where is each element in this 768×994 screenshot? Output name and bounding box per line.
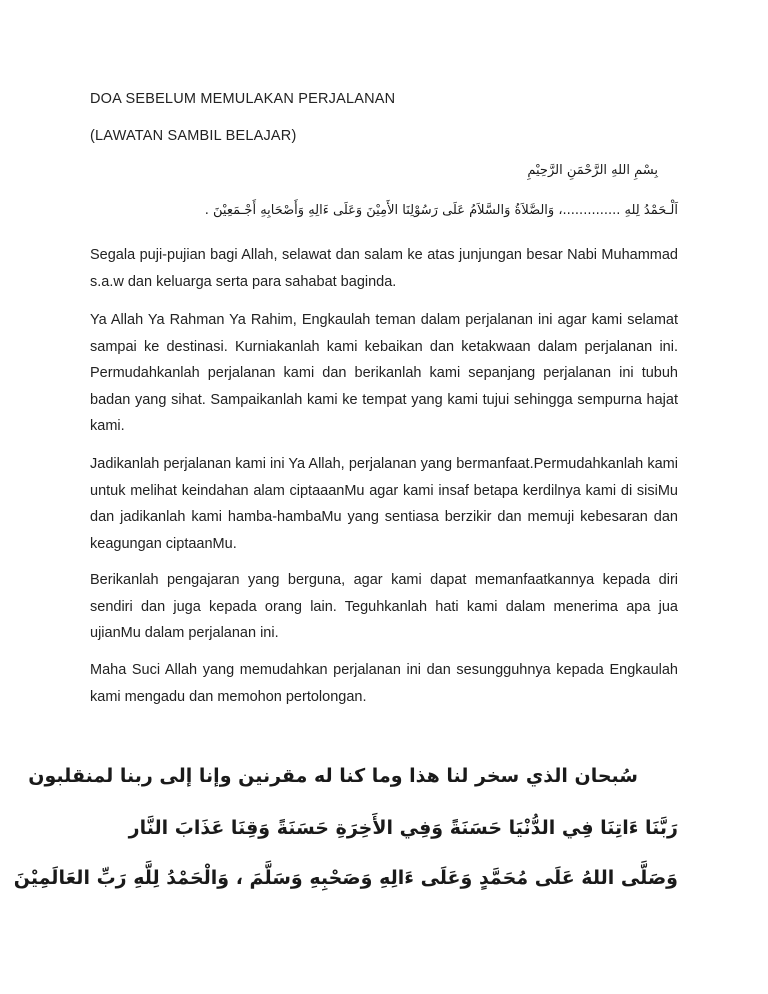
basmala-text: بِسْمِ اللهِ الرَّحْمَنِ الرَّحِيْمِ	[527, 163, 658, 178]
hamdalah-text: اَلْـحَمْدُ لِلهِ ..............، وَالصَّلاَةُ وَالسَّلاَمُ عَلَى رَسُوْلِنَا الأَمِيْنَ وَعَلَى ءَالِهِ وَأَصْحَابِهِ أَجْـمَعِيْنَ .	[204, 203, 678, 218]
document-title: DOA SEBELUM MEMULAKAN PERJALANAN	[90, 91, 396, 107]
paragraph-lessons: Berikanlah pengajaran yang berguna, agar kami dapat memanfaatkannya kepada diri sendiri dan juga kepada orang lain. Teguhkanlah hati kami dalam menerima apa jua ujianMu dalam perjalanan ini.	[90, 572, 678, 641]
document-subtitle: (LAWATAN SAMBIL BELAJAR)	[90, 128, 297, 144]
paragraph-praise: Segala puji-pujian bagi Allah, selawat dan salam ke atas junjungan besar Nabi Muhammad s.a.w dan keluarga serta para sahabat baginda.	[90, 247, 678, 290]
paragraph-beneficial-journey: Jadikanlah perjalanan kami ini Ya Allah, perjalanan yang bermanfaat.Permudahkanlah kami untuk melihat keindahan alam ciptaaanMu agar kami insaf betapa kerdilnya kami di sisiMu dan jadikanlah kami hamba-hambaMu yang sentiasa berzikir dan memuji kebesaran dan keagungan ciptaanMu.	[90, 456, 678, 552]
doa-line-rabbana: رَبَّنَا ءَاتِنَا فِي الدُّنْيَا حَسَنَةً وَفِي الأَخِرَةِ حَسَنَةً وَقِنَا عَذَابَ النَّار	[128, 817, 678, 839]
paragraph-closing: Maha Suci Allah yang memudahkan perjalanan ini dan sesungguhnya kepada Engkaulah kami mengadu dan memohon pertolongan.	[90, 662, 678, 705]
doa-line-travel: سُبحان الذي سخر لنا هذا وما كنا له مقرنين وإنا إلى ربنا لمنقلبون	[28, 765, 638, 787]
doa-line-salawat: وَصَلَّى اللهُ عَلَى مُحَمَّدٍ وَعَلَى ءَالِهِ وَصَحْبِهِ وَسَلَّمَ ، وَالْحَمْدُ لِلَّهِ رَبِّ العَالَمِيْنَ	[13, 867, 678, 889]
paragraph-journey-prayer: Ya Allah Ya Rahman Ya Rahim, Engkaulah teman dalam perjalanan ini agar kami selamat sampai ke destinasi. Kurniakanlah kami kebaikan dan ketakwaan dalam perjalanan ini. Permudahkanlah perjalanan kami dan berikanlah kami sepanjang perjalanan ini tubuh badan yang sihat. Sampaikanlah kami ke tempat yang kami tujui sehingga sempurna hajat kami.	[90, 312, 678, 434]
